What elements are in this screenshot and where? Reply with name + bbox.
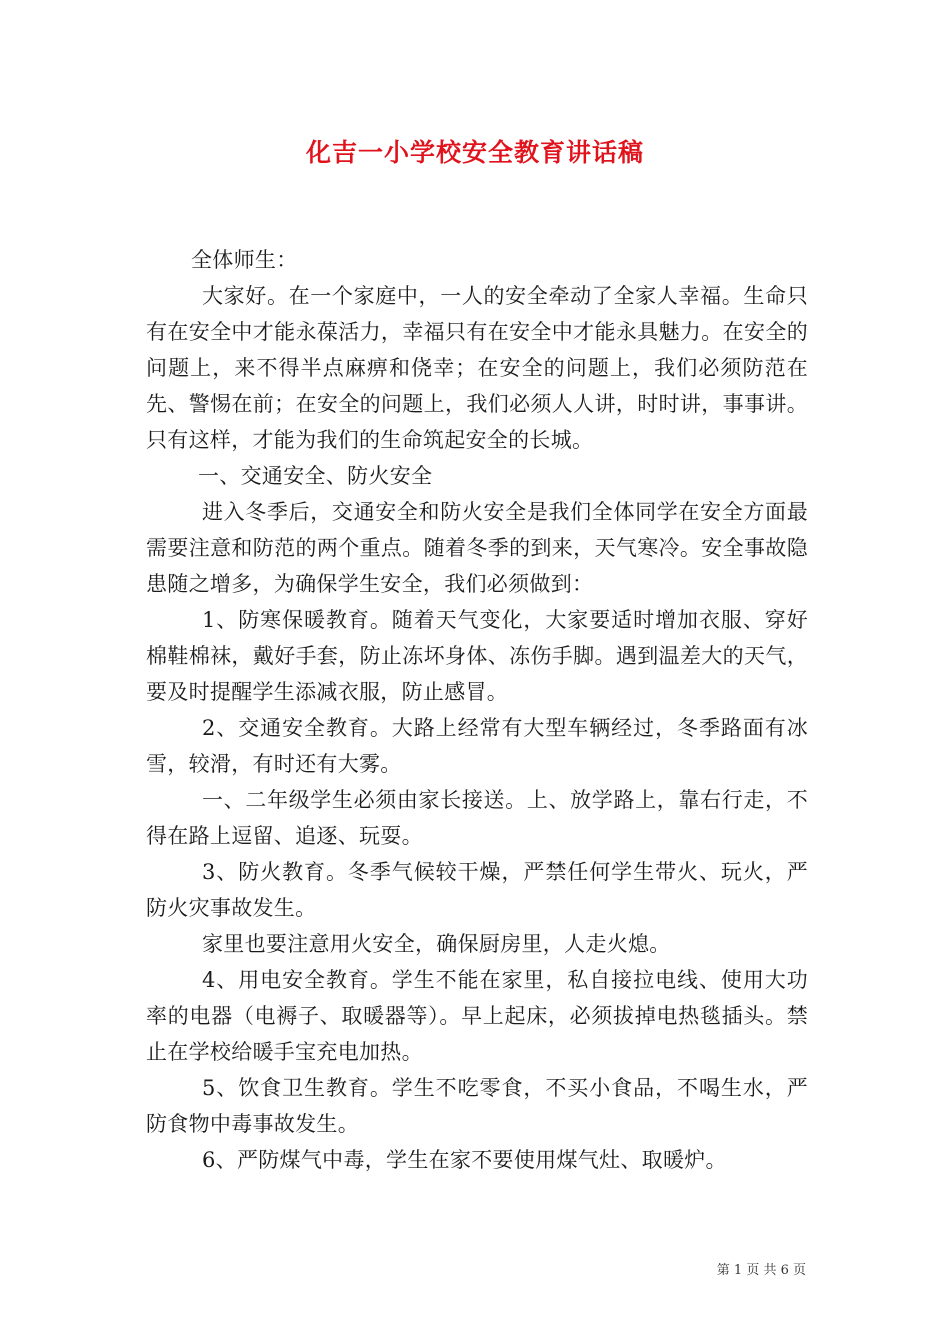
paragraph-home-fire: 家里也要注意用火安全，确保厨房里，人走火熄。 bbox=[202, 932, 671, 956]
section-heading: 一、交通安全、防火安全 bbox=[198, 464, 433, 488]
paragraph-winter: 进入冬季后，交通安全和防火安全是我们全体同学在安全方面最需要注意和防范的两个重点。随着冬季的到来，天气寒冷。安全事故隐患随之增多，为确保学生安全，我们必须做到： bbox=[146, 500, 808, 596]
paragraph-item-5: 5、饮食卫生教育。学生不吃零食，不买小食品，不喝生水，严防食物中毒事故发生。 bbox=[146, 1076, 808, 1136]
document-title: 化吉一小学校安全教育讲话稿 bbox=[305, 138, 644, 167]
greeting: 全体师生： bbox=[191, 248, 298, 272]
paragraph-item-6: 6、严防煤气中毒，学生在家不要使用煤气灶、取暖炉。 bbox=[202, 1148, 727, 1172]
paragraph-item-4: 4、用电安全教育。学生不能在家里，私自接拉电线、使用大功率的电器（电褥子、取暖器等）。早上起床，必须拔掉电热毯插头。禁止在学校给暖手宝充电加热。 bbox=[146, 968, 808, 1064]
paragraph-item-1: 1、防寒保暖教育。随着天气变化，大家要适时增加衣服、穿好棉鞋棉袜，戴好手套，防止冻坏身体、冻伤手脚。遇到温差大的天气，要及时提醒学生添减衣服，防止感冒。 bbox=[146, 608, 808, 704]
paragraph-item-2: 2、交通安全教育。大路上经常有大型车辆经过，冬季路面有冰雪，较滑，有时还有大雾。 bbox=[146, 716, 808, 776]
paragraph-item-3: 3、防火教育。冬季气候较干燥，严禁任何学生带火、玩火，严防火灾事故发生。 bbox=[146, 860, 808, 920]
page-number: 第 1 页 共 6 页 bbox=[716, 1263, 806, 1278]
paragraph-grade-pickup: 一、二年级学生必须由家长接送。上、放学路上，靠右行走，不得在路上逗留、追逐、玩耍。 bbox=[146, 788, 808, 848]
document-body bbox=[146, 242, 808, 1178]
paragraph-intro: 大家好。在一个家庭中，一人的安全牵动了全家人幸福。生命只有在安全中才能永葆活力，幸福只有在安全中才能永具魅力。在安全的问题上，来不得半点麻痹和侥幸；在安全的问题上，我们必须防范在先、警惕在前；在安全的问题上，我们必须人人讲，时时讲，事事讲。只有这样，才能为我们的生命筑起安全的长城。 bbox=[146, 284, 808, 452]
